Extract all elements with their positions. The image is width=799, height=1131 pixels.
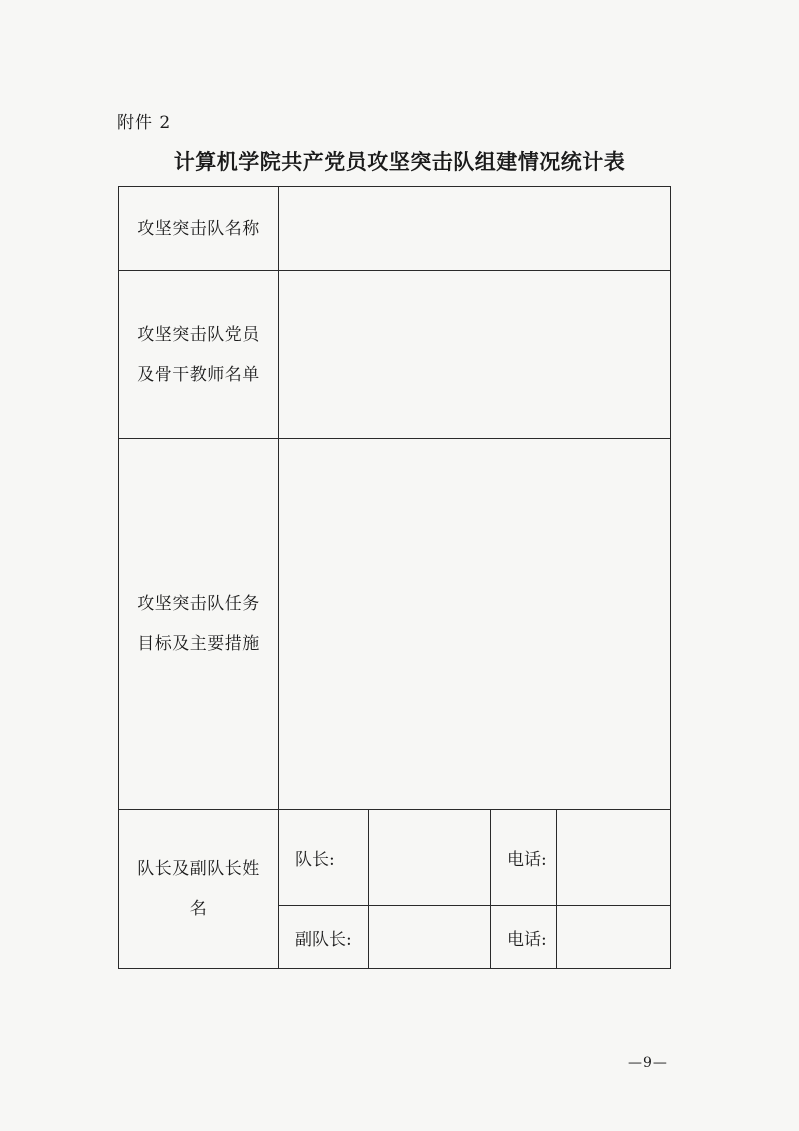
members-label-line2: 及骨干教师名单 bbox=[137, 364, 260, 385]
goals-label bbox=[119, 439, 279, 810]
captain-phone-label: 电话: bbox=[491, 810, 557, 906]
captain-label: 队长: bbox=[279, 810, 369, 906]
vice-captain-label: 副队长: bbox=[279, 906, 369, 969]
team-name-label: 攻坚突击队名称 bbox=[119, 187, 279, 271]
vice-phone-label: 电话: bbox=[491, 906, 557, 969]
members-label bbox=[119, 271, 279, 439]
team-name-row bbox=[119, 187, 671, 271]
form-title: 计算机学院共产党员攻坚突击队组建情况统计表 bbox=[173, 150, 626, 174]
leaders-label-line2: 名 bbox=[189, 899, 208, 919]
goals-label-line2: 目标及主要措施 bbox=[137, 634, 260, 654]
members-field[interactable] bbox=[279, 271, 671, 439]
page-number: —9— bbox=[628, 1055, 668, 1071]
vice-phone-field[interactable] bbox=[557, 906, 671, 969]
goals-label-line1: 攻坚突击队任务 bbox=[137, 594, 260, 614]
attachment-label: 附件 2 bbox=[117, 113, 172, 133]
leaders-label bbox=[119, 810, 279, 969]
captain-phone-field[interactable] bbox=[557, 810, 671, 906]
goals-row bbox=[119, 439, 671, 810]
leaders-label-line1: 队长及副队长姓 bbox=[137, 859, 260, 879]
goals-field[interactable] bbox=[279, 439, 671, 810]
members-row bbox=[119, 271, 671, 439]
members-label-line1: 攻坚突击队党员 bbox=[137, 324, 260, 345]
team-name-field[interactable] bbox=[279, 187, 671, 271]
team-registration-form bbox=[118, 186, 671, 969]
captain-row bbox=[119, 810, 671, 906]
vice-captain-field[interactable] bbox=[369, 906, 491, 969]
captain-field[interactable] bbox=[369, 810, 491, 906]
